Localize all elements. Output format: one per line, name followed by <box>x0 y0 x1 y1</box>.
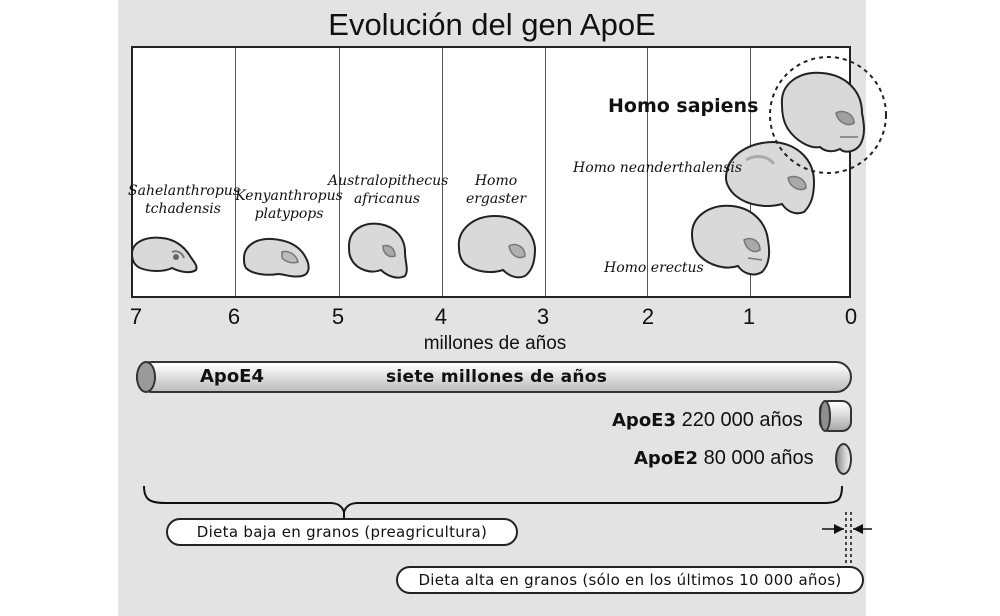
homo-sapiens-skull-icon <box>782 73 864 152</box>
apoe2-bar <box>835 443 852 475</box>
timeline-gridline <box>235 48 236 296</box>
apoe3-bar-cap <box>819 400 831 432</box>
species-label-homo-neanderthalensis: Homo neanderthalensis <box>573 160 743 176</box>
axis-tick: 3 <box>536 304 550 329</box>
species-label-line: Australopithecus <box>328 173 449 189</box>
species-label-australopithecus <box>328 172 449 208</box>
species-label-line: africanus <box>353 191 421 207</box>
apoe2-label: ApoE2 <box>634 448 699 469</box>
low-grain-diet-label: Dieta baja en granos (preagricultura) <box>166 518 518 546</box>
species-label-line: Kenyanthropus <box>235 188 343 204</box>
species-label-line: platypops <box>254 206 324 222</box>
homo-ergaster-skull-icon <box>455 212 539 282</box>
species-label-line: ergaster <box>465 191 527 207</box>
apoe4-bar-cap <box>136 361 156 393</box>
axis-label: millones de años <box>423 333 567 354</box>
australopithecus-skull-icon <box>343 220 411 282</box>
apoe2-row <box>634 445 814 472</box>
axis-tick: 7 <box>129 304 143 329</box>
species-label-line: Homo <box>474 173 518 189</box>
apoe4-label: ApoE4 <box>200 366 265 387</box>
axis-tick: 6 <box>227 304 241 329</box>
kenyanthropus-skull-icon <box>240 234 314 280</box>
species-label-homo-sapiens: Homo sapiens <box>608 95 759 117</box>
figure-title: Evolución del gen ApoE <box>328 7 656 42</box>
axis-tick: 1 <box>742 304 756 329</box>
sahelanthropus-skull-icon <box>128 232 200 276</box>
axis-tick: 5 <box>331 304 345 329</box>
species-label-line: tchadensis <box>145 201 221 217</box>
species-label-sahelanthropus <box>128 182 241 218</box>
axis-tick: 4 <box>434 304 448 329</box>
apoe3-duration: 220 000 años <box>681 409 803 431</box>
apoe3-label: ApoE3 <box>612 410 677 431</box>
species-label-homo-erectus: Homo erectus <box>604 260 704 276</box>
axis-tick: 0 <box>844 304 858 329</box>
homo-sapiens-highlight-circle <box>766 53 890 177</box>
species-label-line: Sahelanthropus <box>128 183 241 199</box>
axis-tick: 2 <box>641 304 655 329</box>
high-grain-diet-label: Dieta alta en granos (sólo en los últimos 10 000 años) <box>396 566 864 594</box>
species-label-homo-ergaster <box>446 172 546 208</box>
apoe3-row <box>612 407 803 434</box>
apoe4-description: siete millones de años <box>386 367 608 387</box>
apoe2-duration: 80 000 años <box>703 447 814 469</box>
